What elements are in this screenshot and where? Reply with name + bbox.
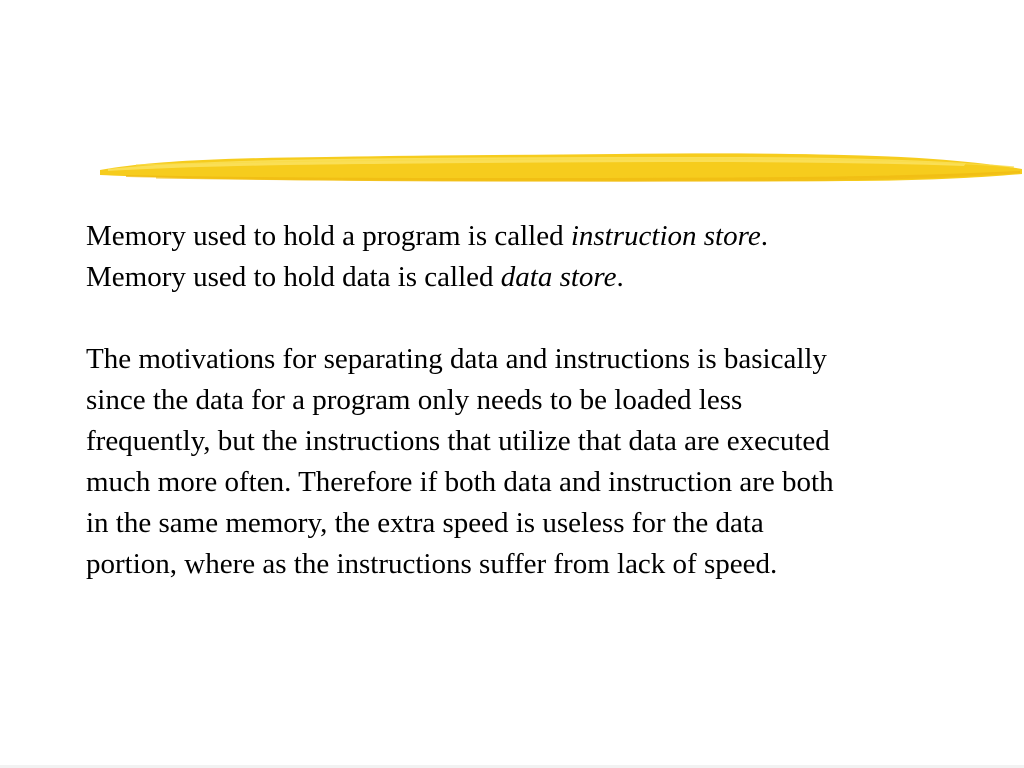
text-run: Memory used to hold a program is called (86, 220, 571, 252)
paragraph-2-line: The motivations for separating data and instructions is basically (86, 343, 827, 375)
slide-body (86, 216, 986, 585)
paragraph-2-line: much more often. Therefore if both data and instruction are both (86, 466, 834, 498)
yellow-brush-stroke-icon (96, 148, 1024, 190)
text-run: . (616, 261, 624, 293)
term-data-store: data store (500, 261, 617, 293)
paragraph-2-line: in the same memory, the extra speed is useless for the data (86, 507, 764, 539)
term-instruction-store: instruction store (570, 220, 761, 252)
paragraph-1-line-2 (86, 257, 986, 298)
text-run: Memory used to hold data is called (86, 261, 501, 293)
paragraph-2-line: portion, where as the instructions suffer from lack of speed. (86, 548, 778, 580)
paragraph-spacer (86, 298, 986, 339)
paragraph-2-line: frequently, but the instructions that utilize that data are executed (86, 425, 830, 457)
text-run: . (760, 220, 768, 252)
paragraph-1-line-1 (86, 216, 986, 257)
paragraph-2-line: since the data for a program only needs to be loaded less (86, 384, 743, 416)
